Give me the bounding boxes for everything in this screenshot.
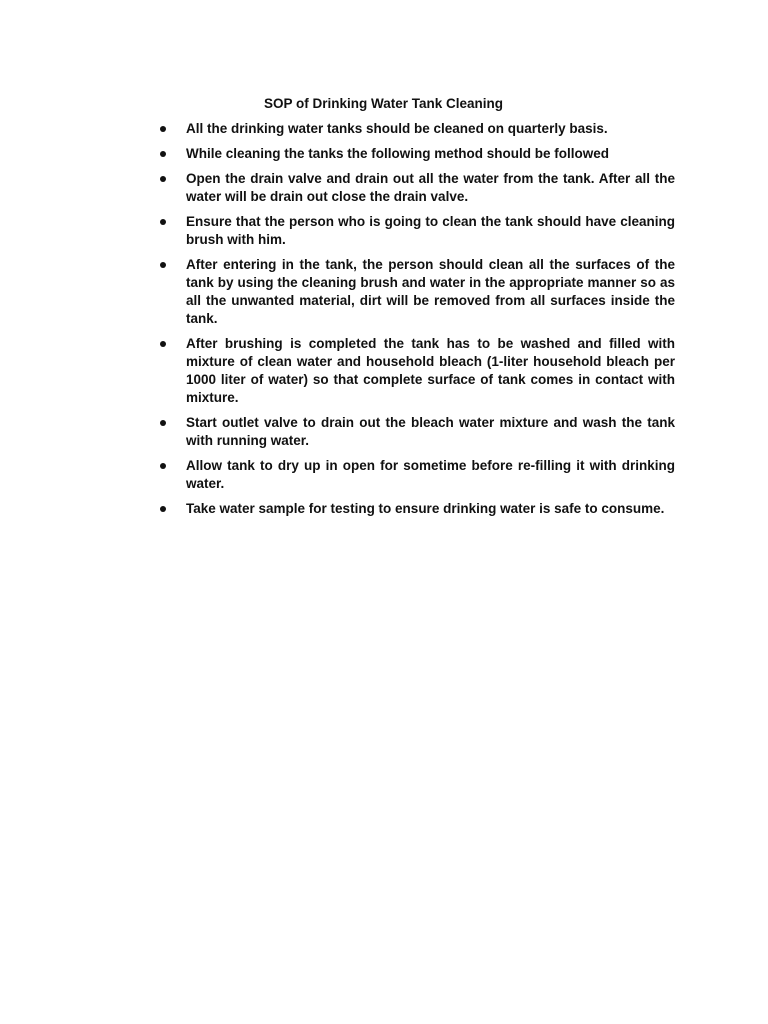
list-item-text: Take water sample for testing to ensure drinking water is safe to consume. bbox=[186, 501, 665, 516]
list-item bbox=[150, 120, 675, 138]
bullet-icon bbox=[160, 151, 166, 157]
list-item bbox=[150, 213, 675, 249]
list-item-text: Open the drain valve and drain out all the water from the tank. After all the water will be drain out close the drain valve. bbox=[186, 171, 675, 204]
list-item-text: Ensure that the person who is going to clean the tank should have cleaning brush with him. bbox=[186, 214, 675, 247]
list-item-text: After brushing is completed the tank has to be washed and filled with mixture of clean water and household bleach (1-liter household bleach per 1000 liter of water) so that complete surface of tank comes in contact with mixture. bbox=[186, 336, 675, 405]
list-item bbox=[150, 335, 675, 407]
list-item-text: While cleaning the tanks the following method should be followed bbox=[186, 146, 610, 161]
list-item-text: Start outlet valve to drain out the bleach water mixture and wash the tank with running water. bbox=[186, 415, 675, 448]
bullet-icon bbox=[160, 341, 166, 347]
bullet-icon bbox=[160, 420, 166, 426]
list-item bbox=[150, 500, 675, 518]
list-item-text: After entering in the tank, the person should clean all the surfaces of the tank by using the cleaning brush and water in the appropriate manner so as all the unwanted material, dirt will be removed from all surfaces inside the tank. bbox=[186, 257, 675, 326]
bullet-icon bbox=[160, 176, 166, 182]
list-item-text: Allow tank to dry up in open for sometime before re-filling it with drinking water. bbox=[186, 458, 675, 491]
bullet-icon bbox=[160, 219, 166, 225]
list-item bbox=[150, 414, 675, 450]
bullet-icon bbox=[160, 126, 166, 132]
list-item-text: All the drinking water tanks should be cleaned on quarterly basis. bbox=[186, 121, 608, 136]
list-item bbox=[150, 145, 675, 163]
bullet-icon bbox=[160, 262, 166, 268]
list-item bbox=[150, 256, 675, 328]
document-title: SOP of Drinking Water Tank Cleaning bbox=[264, 96, 504, 111]
bullet-icon bbox=[160, 506, 166, 512]
bullet-icon bbox=[160, 463, 166, 469]
sop-bullet-list bbox=[150, 120, 675, 525]
list-item bbox=[150, 457, 675, 493]
list-item bbox=[150, 170, 675, 206]
